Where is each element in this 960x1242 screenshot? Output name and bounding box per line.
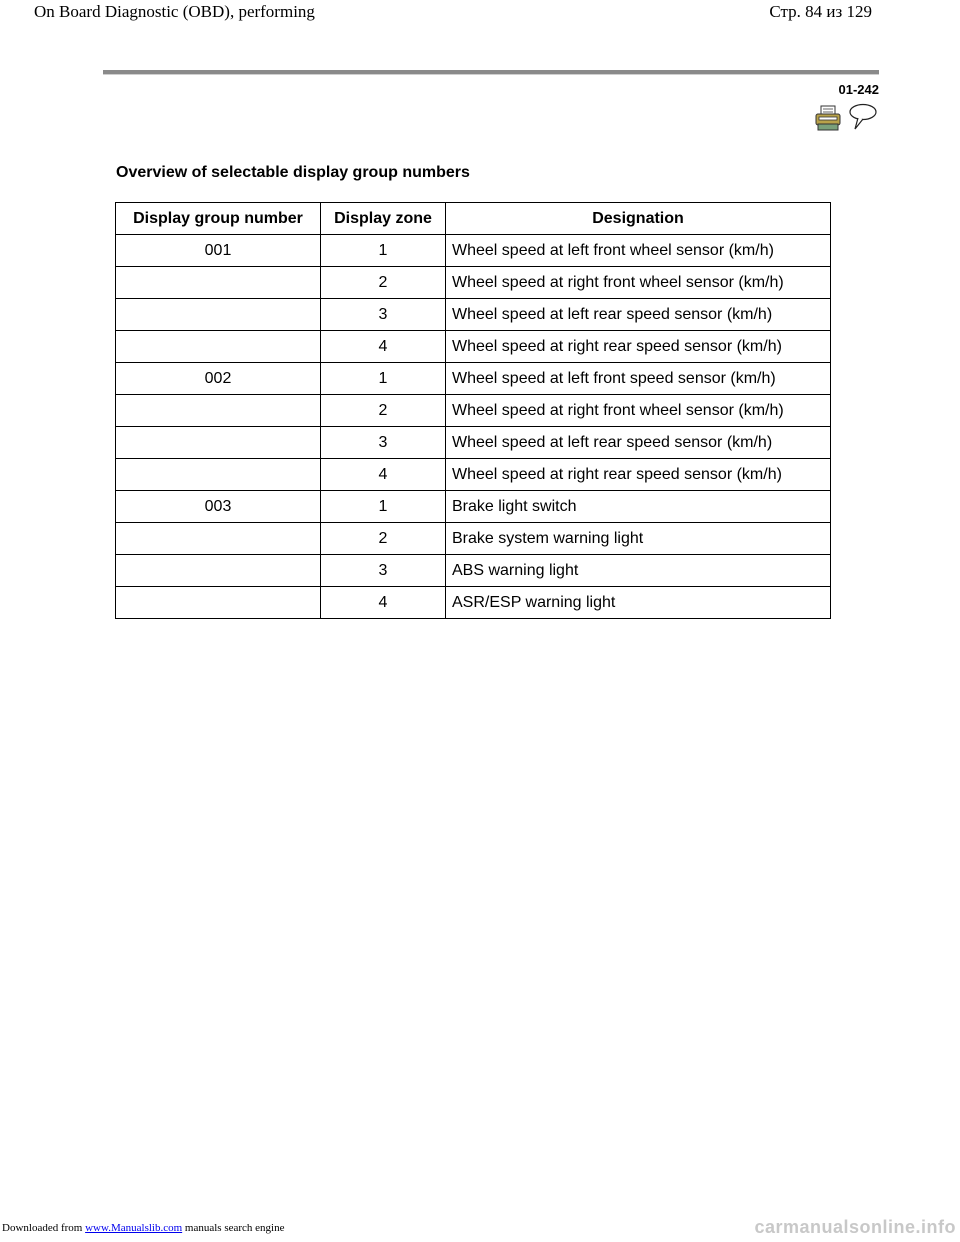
table-row [116,459,831,491]
cell-display-zone: 3 [321,299,446,331]
table-row [116,587,831,619]
cell-designation: Wheel speed at right rear speed sensor (km/h) [446,331,831,363]
cell-designation: Brake system warning light [446,523,831,555]
cell-designation: Brake light switch [446,491,831,523]
table-row [116,267,831,299]
cell-display-group [116,587,321,619]
table-row [116,299,831,331]
cell-display-zone: 3 [321,427,446,459]
display-group-table [115,202,831,619]
cell-display-zone: 2 [321,395,446,427]
cell-display-group [116,395,321,427]
page-header-title: On Board Diagnostic (OBD), performing [34,2,315,21]
cell-display-zone: 1 [321,235,446,267]
document-code: 01-242 [838,82,879,97]
cell-display-group [116,459,321,491]
cell-designation: Wheel speed at left front wheel sensor (km/h) [446,235,831,267]
table-row [116,427,831,459]
cell-display-group [116,427,321,459]
cell-display-group: 001 [116,235,321,267]
printer-icon[interactable] [814,105,842,131]
cell-display-group [116,523,321,555]
watermark: carmanualsonline.info [754,1217,956,1237]
cell-display-zone: 4 [321,459,446,491]
table-row [116,523,831,555]
cell-designation: ASR/ESP warning light [446,587,831,619]
cell-designation: Wheel speed at right rear speed sensor (km/h) [446,459,831,491]
footer-prefix: Downloaded from [2,1222,83,1234]
cell-designation: ABS warning light [446,555,831,587]
cell-designation: Wheel speed at left rear speed sensor (km/h) [446,299,831,331]
cell-designation: Wheel speed at left rear speed sensor (km/h) [446,427,831,459]
column-header-designation: Designation [446,203,831,235]
cell-designation: Wheel speed at right front wheel sensor (km/h) [446,395,831,427]
footer-suffix: manuals search engine [184,1222,285,1234]
table-row [116,395,831,427]
speech-bubble-icon[interactable] [846,103,878,131]
cell-display-group [116,555,321,587]
table-body [116,235,831,619]
cell-display-zone: 3 [321,555,446,587]
table-row [116,491,831,523]
table-row [116,363,831,395]
cell-display-zone: 2 [321,267,446,299]
download-footer [2,1222,284,1234]
manualslib-link[interactable]: www.Manualslib.com [85,1222,183,1234]
table-row [116,555,831,587]
cell-designation: Wheel speed at left front speed sensor (km/h) [446,363,831,395]
cell-display-group [116,331,321,363]
cell-designation: Wheel speed at right front wheel sensor (km/h) [446,267,831,299]
cell-display-group [116,267,321,299]
section-heading: Overview of selectable display group numbers [116,164,470,181]
cell-display-zone: 4 [321,331,446,363]
cell-display-group: 002 [116,363,321,395]
table-row [116,331,831,363]
cell-display-zone: 2 [321,523,446,555]
cell-display-group: 003 [116,491,321,523]
header-divider [103,70,879,75]
cell-display-zone: 1 [321,491,446,523]
cell-display-group [116,299,321,331]
page-number-info: Стр. 84 из 129 [769,2,872,21]
cell-display-zone: 4 [321,587,446,619]
table-header-row [116,203,831,235]
table-row [116,235,831,267]
column-header-zone: Display zone [321,203,446,235]
column-header-group: Display group number [116,203,321,235]
cell-display-zone: 1 [321,363,446,395]
